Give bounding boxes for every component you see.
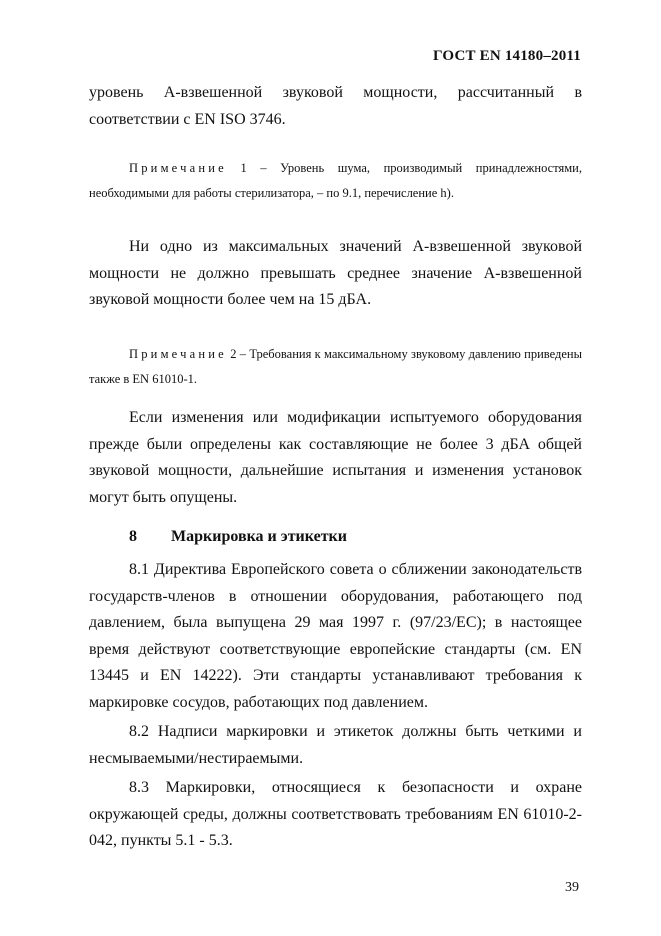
note-2-text: 2 – Требования к максимальному звуковому давлению приведены также в EN 61010-1. [89,347,582,386]
note-1-text: 1 – Уровень шума, производимый принадлежностями, необходимыми для работы стерилизатора, – по 9.1, перечисление h). [89,161,582,200]
paragraph-modifications: Если изменения или модификации испытуемого оборудования прежде были определены как составляющие не более 3 дБА общей звуковой мощности, дальнейшие испытания и изменения установок могут быть опущены. [89,409,582,506]
note-2-label: Примечание [129,347,227,361]
paragraph-max-values: Ни одно из максимальных значений А-взвешенной звуковой мощности не должно превышать среднее значение А-взвешенной звуковой мощности более чем на 15 дБА. [89,238,582,308]
page-number: 39 [565,880,579,895]
paragraph-8-2: 8.2 Надписи маркировки и этикеток должны быть четкими и несмываемыми/нестираемыми. [89,723,582,767]
section-title: Маркировка и этикетки [171,528,347,545]
note-2 [89,342,582,392]
note-1-label: Примечание [129,161,227,175]
paragraph-8-1: 8.1 Директива Европейского совета о сближении законодательств государств-членов в отношении оборудования, работающего под давлением, была выпущена 29 мая 1997 г. (97/23/ЕС); в настоящее время действуют соответствующие европейские стандарты (см. EN 13445 и EN 14222). Эти стандарты устанавливают требования к маркировке сосудов, работающих под давлением. [89,561,582,711]
section-number: 8 [129,528,137,545]
note-1 [89,156,582,206]
standard-header: ГОСТ EN 14180–2011 [433,48,581,64]
paragraph-8-3: 8.3 Маркировки, относящиеся к безопасности и охране окружающей среды, должны соответствовать требованиям EN 61010-2-042, пункты 5.1 - 5.3. [89,779,582,849]
section-heading [129,528,347,546]
paragraph-continuation: уровень А-взвешенной звуковой мощности, рассчитанный в соответствии с EN ISO 3746. [89,84,582,128]
